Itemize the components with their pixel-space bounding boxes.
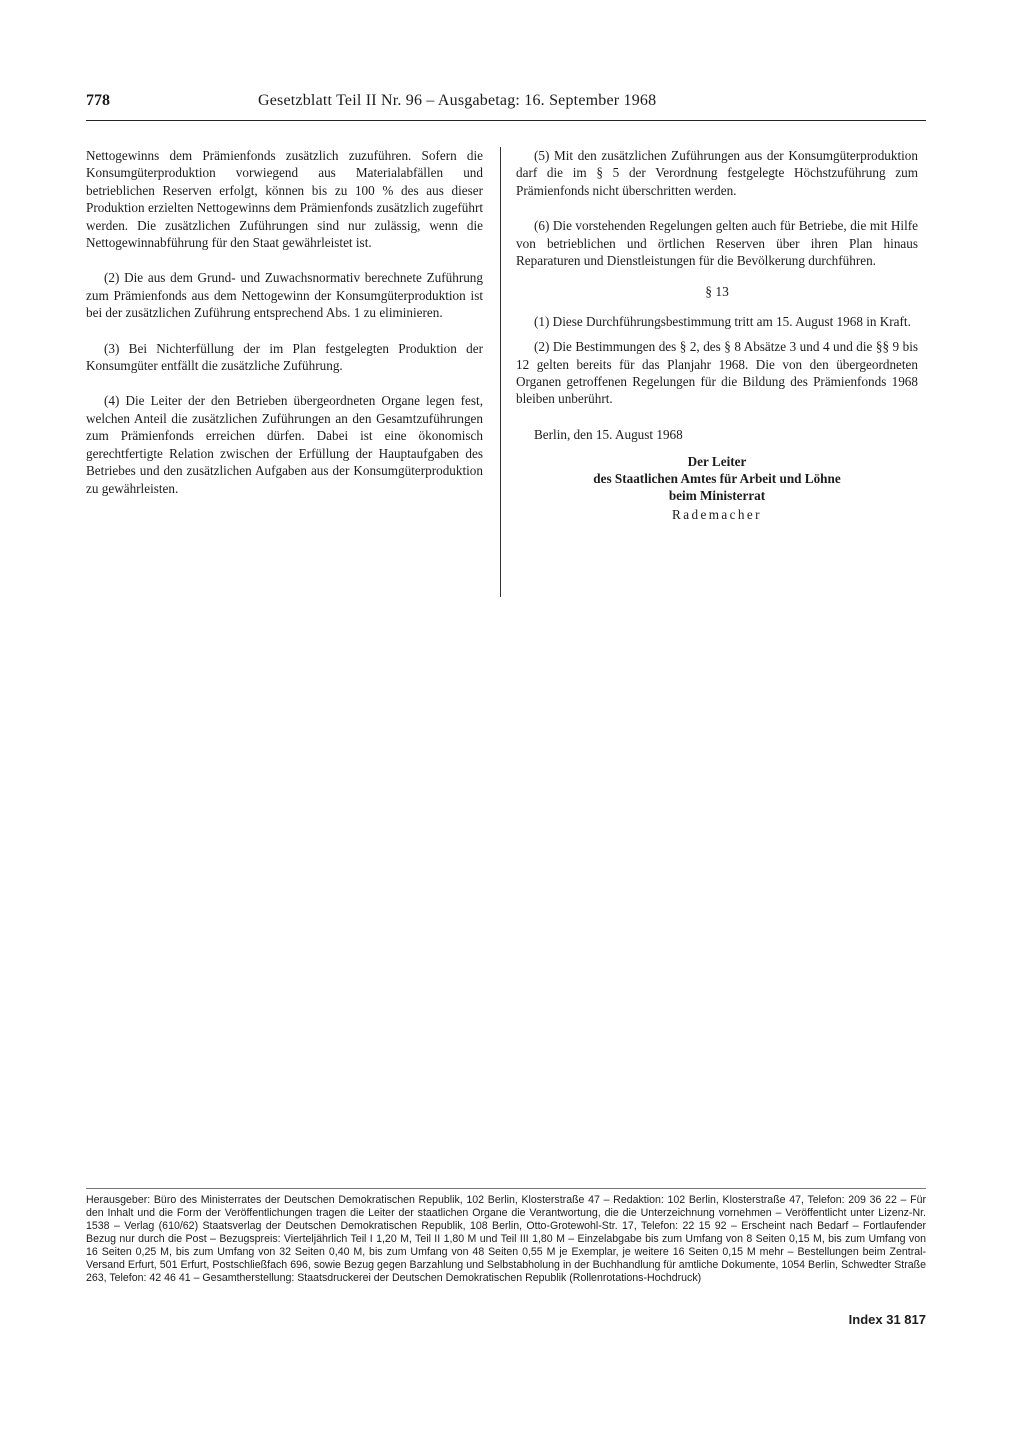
- signatory-name: Rademacher: [672, 507, 762, 523]
- running-head: Gesetzblatt Teil II Nr. 96 – Ausgabetag: 16. September 1968: [258, 92, 657, 109]
- signature-line: Der Leiter: [687, 454, 747, 470]
- paragraph-3: (3) Bei Nichterfüllung der im Plan festgelegten Produktion der Konsumgüter entfällt die zusätzliche Zuführung.: [86, 340, 483, 374]
- paragraph-4: (4) Die Leiter der den Betrieben übergeordneten Organe legen fest, welchen Anteil die zusätzlichen Zuführungen an den Gesamtzuführungen zum Prämienfonds erreichen dürfen. Dabei ist eine ökonomisch gerechtfertigte Relation zwischen der Erfüllung der Hauptaufgaben des Betriebes und den zusätzlichen Aufgaben aus der Konsumgüterproduktion zu gewährleisten.: [86, 393, 483, 496]
- place-date: Berlin, den 15. August 1968: [534, 426, 683, 442]
- signature-line: beim Ministerrat: [668, 488, 766, 504]
- section-heading: § 13: [705, 284, 729, 300]
- page-number: 778: [86, 92, 110, 109]
- signature-block: [516, 453, 918, 504]
- paragraph-5: (5) Mit den zusätzlichen Zuführungen aus der Konsumgüterproduktion darf die im § 5 der Verordnung festgelegte Höchstzuführung zum Prämienfonds nicht überschritten werden.: [516, 148, 918, 198]
- paragraph-6: (6) Die vorstehenden Regelungen gelten auch für Betriebe, die mit Hilfe von betrieblichen und örtlichen Reserven über ihren Plan hinaus Reparaturen und Dienstleistungen für die Bevölkerung durchführen.: [516, 218, 918, 269]
- right-column: [516, 147, 918, 524]
- paragraph-2: (2) Die aus dem Grund- und Zuwachsnormativ berechnete Zuführung zum Prämienfonds aus dem Nettogewinn der Konsumgüterproduktion ist bei der zusätzlichen Zuführung entsprechend Abs. 1 zu eliminieren.: [86, 270, 483, 321]
- index-number: Index 31 817: [848, 1312, 926, 1327]
- signature-line: des Staatlichen Amtes für Arbeit und Löhne: [593, 471, 841, 487]
- paragraph-continuation: Nettogewinns dem Prämienfonds zusätzlich zuzuführen. Sofern die Konsumgüterproduktion vorwiegend aus Materialabfällen und betrieblichen Reserven erfolgt, können bis zu 100 % des aus dieser Produktion erzielten Nettogewinns dem Prämienfonds zusätzlich zugeführt werden. Die zusätzlichen Zuführungen sind nur zulässig, wenn die Nettogewinnabführung für den Staat gewährleistet ist.: [86, 148, 483, 251]
- section-13-paragraph-1: (1) Diese Durchführungsbestimmung tritt am 15. August 1968 in Kraft.: [534, 313, 911, 329]
- column-divider: [500, 147, 501, 597]
- left-column: [86, 147, 483, 497]
- imprint: Herausgeber: Büro des Ministerrates der Deutschen Demokratischen Republik, 102 Berlin, Klosterstraße 47 – Redaktion: 102 Berlin, Klosterstraße 47, Telefon: 209 36 22 – Für den Inhalt und die Form der Veröffentlichungen tragen die Leiter der staatlichen Organe die Verantwortung, die die Unterzeichnung vornehmen – Veröffentlicht unter Lizenz-Nr. 1538 – Verlag (610/62) Staatsverlag der Deutschen Demokratischen Republik, 108 Berlin, Otto-Grotewohl-Str. 17, Telefon: 22 15 92 – Erscheint nach Bedarf – Fortlaufender Bezug nur durch die Post – Bezugspreis: Vierteljährlich Teil I 1,20 M, Teil II 1,80 M und Teil III 1,80 M – Einzelabgabe bis zum Umfang von 8 Seiten 0,15 M, bis zum Umfang von 16 Seiten 0,25 M, bis zum Umfang von 32 Seiten 0,40 M, bis zum Umfang von 48 Seiten 0,55 M je Exemplar, je weitere 16 Seiten 0,15 M mehr – Bestellungen beim Zentral-Versand Erfurt, 501 Erfurt, Postschließfach 696, sowie Bezug gegen Barzahlung und Selbstabholung in der Buchhandlung für amtliche Dokumente, 1054 Berlin, Schwedter Straße 263, Telefon: 42 46 41 – Gesamtherstellung: Staatsdruckerei der Deutschen Demokratischen Republik (Rollenrotations-Hochdruck): [86, 1194, 926, 1284]
- section-13-paragraph-2: (2) Die Bestimmungen des § 2, des § 8 Absätze 3 und 4 und die §§ 9 bis 12 gelten bereits für das Planjahr 1968. Die von den übergeordneten Organen getroffenen Regelungen für die Bildung des Prämienfonds 1968 bleiben unberührt.: [516, 339, 918, 407]
- page-header: [86, 92, 926, 118]
- imprint-rule: [86, 1188, 926, 1189]
- header-rule: [86, 120, 926, 121]
